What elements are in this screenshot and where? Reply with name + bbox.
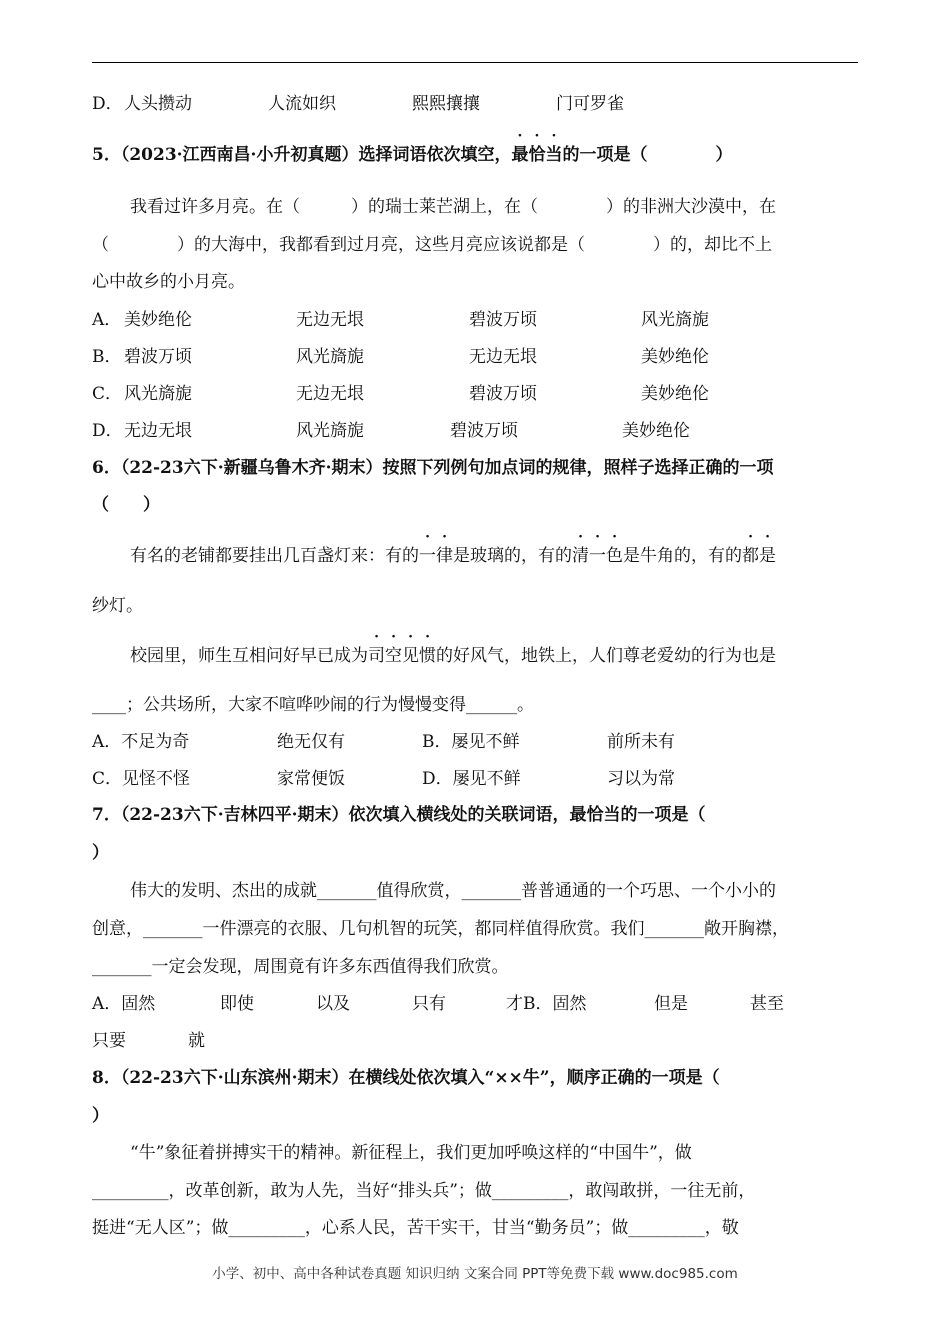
q8-passage-line-3: 挺进“无人区”；做_________，心系人民，苦干实干，甘当“勤务员”；做_________，敬 (92, 1218, 739, 1238)
q7-title: 7．（22-23六下·吉林四平·期末）依次填入横线处的关联词语，最恰当的一项是（ (92, 805, 706, 825)
q7-passage-line-1: 伟大的发明、杰出的成就_______值得欣赏，_______普普通通的一个巧思、一个小小的 (130, 881, 776, 901)
q5-passage-line-3: 心中故乡的小月亮。 (92, 272, 245, 292)
q6-title: 6．（22-23六下·新疆乌鲁木齐·期末）按照下列例句加点词的规律，照样子选择正确的一项 (92, 458, 774, 478)
q7-passage-line-2: 创意，_______一件漂亮的衣服、几句机智的玩笑，都同样值得欣赏。我们_______敞开胸襟， (92, 919, 789, 939)
q6-example-line-1: 有名的老铺都要挂出几百盏灯来：有的一律是玻璃的，有的清一色是牛角的，有的都是 (130, 546, 776, 566)
q8-passage-line-2: _________，改革创新，敢为人先，当好“排头兵”；做_________，敢闯敢拼，一往无前， (92, 1181, 756, 1201)
option-label: D． (92, 94, 123, 114)
q6-sentence-line-1: 校园里，师生互相问好早已成为司空见惯的好风气，地铁上，人们尊老爱幼的行为也是 (130, 646, 776, 666)
option-item: 人头攒动 (124, 94, 192, 114)
q6-title-paren: （ ） (92, 495, 160, 515)
option-item: 熙熙攘攘 (412, 94, 480, 114)
q6-example-line-2: 纱灯。 (92, 596, 143, 616)
page-footer: 小学、初中、高中各种试卷真题 知识归纳 文案合同 PPT等免费下载 www.doc985.com (212, 1266, 738, 1282)
q6-sentence-line-2: ____；公共场所，大家不喧哗吵闹的行为慢慢变得______。 (92, 695, 534, 715)
q5-title: 5．（2023·江西南昌·小升初真题）选择词语依次填空，最恰当的一项是（ ） (92, 145, 733, 165)
q8-title-paren: ） (92, 1106, 109, 1126)
option-item: 人流如织 (268, 94, 336, 114)
option-item: 门可罗雀 (556, 94, 624, 114)
q8-passage-line-1: “牛”象征着拼搏实干的精神。新征程上，我们更加呼唤这样的“中国牛”，做 (130, 1143, 692, 1163)
q7-title-paren: ） (92, 843, 109, 863)
q8-title: 8．（22-23六下·山东滨州·期末）在横线处依次填入“××牛”，顺序正确的一项是（ (92, 1068, 720, 1088)
q7-passage-line-3: _______一定会发现，周围竟有许多东西值得我们欣赏。 (92, 957, 509, 977)
header-rule (92, 62, 858, 63)
q5-passage-line-2: （ ）的大海中，我都看到过月亮，这些月亮应该说都是（ ）的，却比不上 (92, 235, 772, 255)
q5-passage-line-1: 我看过许多月亮。在（ ）的瑞士莱芒湖上，在（ ）的非洲大沙漠中，在 (130, 197, 776, 217)
